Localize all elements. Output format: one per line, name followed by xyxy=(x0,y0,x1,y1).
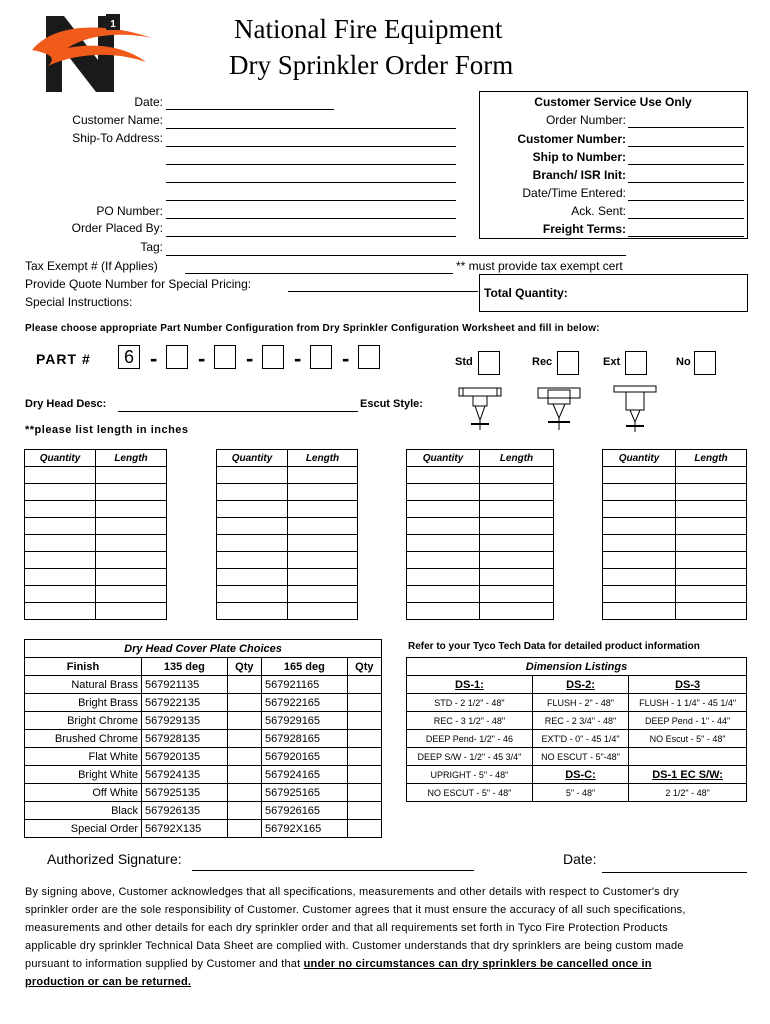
part-label: PART # xyxy=(36,351,91,367)
form-title-line2: Dry Sprinkler Order Form xyxy=(229,50,514,80)
cover-plate-row xyxy=(25,784,382,802)
cover-plate-row xyxy=(25,802,382,820)
disclaimer-bold-1: under no circumstances can dry sprinklers be cancelled once in xyxy=(303,958,652,970)
ship-to-line-2[interactable] xyxy=(166,164,456,165)
length-cell[interactable] xyxy=(288,603,358,620)
length-header: Length xyxy=(676,450,747,467)
length-header: Length xyxy=(96,450,167,467)
qty-135-cell[interactable] xyxy=(227,730,261,748)
std-label: Std xyxy=(455,356,473,368)
qty-135-cell[interactable] xyxy=(227,712,261,730)
cover-plate-table xyxy=(24,639,382,838)
length-note: **please list length in inches xyxy=(25,424,189,436)
disclaimer-line-2: sprinkler order are the sole responsibility of Customer. Customer agrees that it must ensure the accuracy of all such specifications, xyxy=(25,904,686,916)
part-box-4[interactable] xyxy=(310,345,332,369)
qty-cell[interactable] xyxy=(217,535,288,552)
ext-label: Ext xyxy=(603,356,621,368)
qty-header: Quantity xyxy=(25,450,96,467)
ship-to-number-label: Ship to Number: xyxy=(532,150,626,164)
dim-cell: DEEP Pend - 1" - 44" xyxy=(629,712,747,730)
qty-cell[interactable] xyxy=(603,518,676,535)
length-cell[interactable] xyxy=(96,467,167,484)
signature-line[interactable] xyxy=(192,870,474,871)
qty-cell[interactable] xyxy=(603,569,676,586)
qty-table-1 xyxy=(24,449,167,620)
length-cell[interactable] xyxy=(96,569,167,586)
length-cell[interactable] xyxy=(96,484,167,501)
date-time-label: Date/Time Entered: xyxy=(522,186,626,200)
part-box-2[interactable] xyxy=(214,345,236,369)
length-cell[interactable] xyxy=(676,586,747,603)
qty-cell[interactable] xyxy=(25,552,96,569)
length-cell[interactable] xyxy=(288,552,358,569)
qty-cell[interactable] xyxy=(25,467,96,484)
part-dash-2: - xyxy=(198,346,206,371)
customer-number-line[interactable] xyxy=(628,146,744,147)
qty-165-cell[interactable] xyxy=(347,694,381,712)
customer-name-label: Customer Name: xyxy=(72,113,163,127)
length-cell[interactable] xyxy=(288,484,358,501)
customer-service-title: Customer Service Use Only xyxy=(534,95,692,109)
cover-plate-row xyxy=(25,748,382,766)
part-165-cell: 567924165 xyxy=(261,766,347,784)
qty-165-cell[interactable] xyxy=(347,784,381,802)
cover-plate-row xyxy=(25,712,382,730)
finish-cell: Bright Brass xyxy=(25,694,142,712)
po-number-label: PO Number: xyxy=(96,204,163,218)
ext-sprinkler-icon xyxy=(610,384,660,434)
qty-165-cell[interactable] xyxy=(347,766,381,784)
part-dash-4: - xyxy=(294,346,302,371)
qty-cell[interactable] xyxy=(603,535,676,552)
order-placed-by-label: Order Placed By: xyxy=(71,221,163,235)
length-cell[interactable] xyxy=(480,467,554,484)
dim-cell: REC - 3 1/2" - 48" xyxy=(407,712,533,730)
qty-cell[interactable] xyxy=(25,484,96,501)
length-cell[interactable] xyxy=(96,535,167,552)
dim-cell: NO ESCUT - 5"-48" xyxy=(532,748,628,766)
qty-cell[interactable] xyxy=(217,484,288,501)
length-cell[interactable] xyxy=(676,501,747,518)
length-header: Length xyxy=(480,450,554,467)
part-135-cell: 567928135 xyxy=(142,730,228,748)
part-135-cell: 567920135 xyxy=(142,748,228,766)
qty-cell[interactable] xyxy=(407,552,480,569)
ds2-header: DS-2: xyxy=(532,676,628,694)
part-135-cell: 567926135 xyxy=(142,802,228,820)
rec-label: Rec xyxy=(532,356,553,368)
form-title-line1: National Fire Equipment xyxy=(234,14,503,44)
date-time-line[interactable] xyxy=(628,200,744,201)
length-cell[interactable] xyxy=(480,552,554,569)
qty-165-cell[interactable] xyxy=(347,712,381,730)
ds1-header: DS-1: xyxy=(407,676,533,694)
length-cell[interactable] xyxy=(480,586,554,603)
part-135-cell: 567922135 xyxy=(142,694,228,712)
qty-cell[interactable] xyxy=(407,467,480,484)
ship-to-line-3[interactable] xyxy=(166,182,456,183)
tag-label: Tag: xyxy=(140,240,163,254)
escut-style-label: Escut Style: xyxy=(360,398,423,410)
dimension-table xyxy=(406,657,747,802)
dimension-row xyxy=(407,694,747,712)
ds3-header: DS-3 xyxy=(629,676,747,694)
part-165-cell: 567929165 xyxy=(261,712,347,730)
part-165-cell: 567921165 xyxy=(261,676,347,694)
qty-table-3 xyxy=(406,449,554,620)
dim-cell: EXT'D - 0" - 45 1/4" xyxy=(532,730,628,748)
dim-cell: UPRIGHT - 5" - 48" xyxy=(407,766,533,784)
qty-165-header: Qty xyxy=(347,658,381,676)
dimension-row xyxy=(407,730,747,748)
finish-cell: Brushed Chrome xyxy=(25,730,142,748)
disclaimer-line-5-text: pursuant to information supplied by Customer and that xyxy=(25,958,304,970)
order-number-line[interactable] xyxy=(628,127,744,128)
customer-number-label: Customer Number: xyxy=(517,132,626,146)
ack-sent-line[interactable] xyxy=(628,218,744,219)
finish-cell: Natural Brass xyxy=(25,676,142,694)
qty-cell[interactable] xyxy=(603,484,676,501)
finish-cell: Black xyxy=(25,802,142,820)
qty-135-cell[interactable] xyxy=(227,820,261,838)
length-cell[interactable] xyxy=(480,501,554,518)
length-cell[interactable] xyxy=(480,569,554,586)
part-165-cell: 567928165 xyxy=(261,730,347,748)
qty-135-cell[interactable] xyxy=(227,802,261,820)
length-cell[interactable] xyxy=(288,501,358,518)
qty-165-cell[interactable] xyxy=(347,748,381,766)
length-cell[interactable] xyxy=(676,535,747,552)
part-165-cell: 567920165 xyxy=(261,748,347,766)
finish-cell: Bright White xyxy=(25,766,142,784)
signature-date-label: Date: xyxy=(563,851,597,867)
branch-init-label: Branch/ ISR Init: xyxy=(532,168,626,182)
length-cell[interactable] xyxy=(288,467,358,484)
length-cell[interactable] xyxy=(676,484,747,501)
qty-cell[interactable] xyxy=(603,552,676,569)
finish-cell: Bright Chrome xyxy=(25,712,142,730)
part-135-cell: 567921135 xyxy=(142,676,228,694)
qty-cell[interactable] xyxy=(603,501,676,518)
date-line[interactable] xyxy=(166,109,334,110)
std-sprinkler-icon xyxy=(455,384,505,434)
freight-terms-label: Freight Terms: xyxy=(542,222,626,236)
part-165-cell: 56792X165 xyxy=(261,820,347,838)
finish-cell: Flat White xyxy=(25,748,142,766)
finish-header: Finish xyxy=(25,658,142,676)
length-cell[interactable] xyxy=(676,552,747,569)
ship-to-label: Ship-To Address: xyxy=(72,131,163,145)
dimension-row xyxy=(407,748,747,766)
length-cell[interactable] xyxy=(288,586,358,603)
part-135-cell: 56792X135 xyxy=(142,820,228,838)
dim-cell: FLUSH - 1 1/4" - 45 1/4" xyxy=(629,694,747,712)
dim-cell: REC - 2 3/4" - 48" xyxy=(532,712,628,730)
date-label: Date: xyxy=(134,95,163,109)
qty-135-cell[interactable] xyxy=(227,784,261,802)
dry-head-desc-line[interactable] xyxy=(118,411,358,412)
length-header: Length xyxy=(288,450,358,467)
qty-table-2 xyxy=(216,449,358,620)
qty-cell[interactable] xyxy=(407,484,480,501)
length-cell[interactable] xyxy=(480,518,554,535)
length-cell[interactable] xyxy=(96,586,167,603)
dimension-title: Dimension Listings xyxy=(407,658,747,676)
qty-cell[interactable] xyxy=(25,603,96,620)
total-quantity-label: Total Quantity: xyxy=(484,286,568,300)
ship-to-number-line[interactable] xyxy=(628,164,744,165)
qty-cell[interactable] xyxy=(407,569,480,586)
length-cell[interactable] xyxy=(676,569,747,586)
length-cell[interactable] xyxy=(288,518,358,535)
length-cell[interactable] xyxy=(480,535,554,552)
quote-number-label: Provide Quote Number for Special Pricing: xyxy=(25,277,252,291)
disclaimer-text xyxy=(25,883,747,991)
cover-plate-row xyxy=(25,730,382,748)
qty-cell[interactable] xyxy=(217,552,288,569)
dim-cell: 5" - 48" xyxy=(532,784,628,802)
instruction-text: Please choose appropriate Part Number Configuration from Dry Sprinkler Configuration Worksheet and fill in below: xyxy=(25,323,600,334)
ship-to-line-4[interactable] xyxy=(166,200,456,201)
qty-cell[interactable] xyxy=(217,518,288,535)
qty-header: Quantity xyxy=(603,450,676,467)
qty-cell[interactable] xyxy=(25,501,96,518)
signature-date-line[interactable] xyxy=(602,872,747,873)
qty-cell[interactable] xyxy=(25,586,96,603)
qty-165-cell[interactable] xyxy=(347,802,381,820)
qty-165-cell[interactable] xyxy=(347,820,381,838)
part-box-1[interactable] xyxy=(166,345,188,369)
qty-cell[interactable] xyxy=(603,586,676,603)
qty-135-cell[interactable] xyxy=(227,676,261,694)
qty-135-cell[interactable] xyxy=(227,694,261,712)
part-135-cell: 567924135 xyxy=(142,766,228,784)
qty-cell[interactable] xyxy=(407,518,480,535)
rec-checkbox[interactable] xyxy=(557,351,579,375)
dim-cell xyxy=(629,748,747,766)
company-logo xyxy=(28,8,158,98)
rec-sprinkler-icon xyxy=(534,384,584,434)
no-label: No xyxy=(676,356,691,368)
svg-text:1: 1 xyxy=(110,19,116,30)
qty-cell[interactable] xyxy=(407,501,480,518)
length-cell[interactable] xyxy=(288,569,358,586)
quote-number-line[interactable] xyxy=(288,291,478,292)
qty-header: Quantity xyxy=(217,450,288,467)
cover-plate-title: Dry Head Cover Plate Choices xyxy=(25,640,382,658)
qty-cell[interactable] xyxy=(407,535,480,552)
qty-header: Quantity xyxy=(407,450,480,467)
qty-cell[interactable] xyxy=(217,501,288,518)
dim-cell: DEEP Pend- 1/2" - 46 xyxy=(407,730,533,748)
qty-cell[interactable] xyxy=(407,603,480,620)
dry-head-desc-label: Dry Head Desc: xyxy=(25,398,107,410)
cover-plate-row xyxy=(25,694,382,712)
freight-terms-line[interactable] xyxy=(628,236,744,237)
ship-to-line-1[interactable] xyxy=(166,146,456,147)
disclaimer-line-1: By signing above, Customer acknowledges that all specifications, measurements and other details with respect to Customer's dry xyxy=(25,886,679,898)
qty-165-cell[interactable] xyxy=(347,676,381,694)
dim-cell: 2 1/2" - 48" xyxy=(629,784,747,802)
length-cell[interactable] xyxy=(96,501,167,518)
signature-label: Authorized Signature: xyxy=(47,851,182,867)
dimension-row xyxy=(407,712,747,730)
part-135-cell: 567925135 xyxy=(142,784,228,802)
ext-checkbox[interactable] xyxy=(625,351,647,375)
order-number-label: Order Number: xyxy=(545,113,626,127)
qty-cell[interactable] xyxy=(25,518,96,535)
part-dash-5: - xyxy=(342,346,350,371)
length-cell[interactable] xyxy=(288,535,358,552)
part-165-cell: 567925165 xyxy=(261,784,347,802)
dim-cell: NO Escut - 5" - 48" xyxy=(629,730,747,748)
qty-cell[interactable] xyxy=(25,535,96,552)
qty-cell[interactable] xyxy=(217,603,288,620)
tax-note: ** must provide tax exempt cert xyxy=(456,259,623,273)
qty-135-header: Qty xyxy=(227,658,261,676)
dim-cell: NO ESCUT - 5" - 48" xyxy=(407,784,533,802)
std-checkbox[interactable] xyxy=(478,351,500,375)
disclaimer-line-4: applicable dry sprinkler Technical Data Sheet are complied with. Customer understands that dry sprinklers are being custom made xyxy=(25,940,684,952)
disclaimer-line-5 xyxy=(25,955,747,973)
length-cell[interactable] xyxy=(676,603,747,620)
length-cell[interactable] xyxy=(676,518,747,535)
ack-sent-label: Ack. Sent: xyxy=(571,204,626,218)
length-cell[interactable] xyxy=(96,552,167,569)
qty-cell[interactable] xyxy=(603,603,676,620)
order-placed-by-line[interactable] xyxy=(166,236,456,237)
special-instructions-label: Special Instructions: xyxy=(25,295,133,309)
dim-cell: STD - 2 1/2" - 48" xyxy=(407,694,533,712)
qty-135-cell[interactable] xyxy=(227,748,261,766)
part-digit-box[interactable]: 6 xyxy=(118,345,140,369)
tax-exempt-line[interactable] xyxy=(185,273,453,274)
qty-table-4 xyxy=(602,449,747,620)
qty-cell[interactable] xyxy=(217,586,288,603)
165-header: 165 deg xyxy=(261,658,347,676)
cover-plate-row xyxy=(25,676,382,694)
qty-cell[interactable] xyxy=(603,467,676,484)
part-165-cell: 567922165 xyxy=(261,694,347,712)
refer-note: Refer to your Tyco Tech Data for detailed product information xyxy=(408,641,700,652)
qty-cell[interactable] xyxy=(407,586,480,603)
part-box-5[interactable] xyxy=(358,345,380,369)
po-number-line[interactable] xyxy=(166,218,456,219)
length-cell[interactable] xyxy=(96,518,167,535)
dsc-header: DS-C: xyxy=(532,766,628,784)
tax-exempt-label: Tax Exempt # (If Applies) xyxy=(25,259,158,273)
135-header: 135 deg xyxy=(142,658,228,676)
no-checkbox[interactable] xyxy=(694,351,716,375)
disclaimer-bold-2: production or can be returned. xyxy=(25,976,192,988)
length-cell[interactable] xyxy=(676,467,747,484)
length-cell[interactable] xyxy=(480,484,554,501)
part-box-3[interactable] xyxy=(262,345,284,369)
qty-cell[interactable] xyxy=(25,569,96,586)
customer-name-line[interactable] xyxy=(166,128,456,129)
cover-plate-row xyxy=(25,820,382,838)
length-cell[interactable] xyxy=(480,603,554,620)
ds1ec-header: DS-1 EC S/W: xyxy=(629,766,747,784)
qty-cell[interactable] xyxy=(217,467,288,484)
part-dash-1: - xyxy=(150,346,158,371)
disclaimer-line-3: measurements and other details for each dry sprinkler order and that all requirements set forth in Tyco Fire Protection Products xyxy=(25,922,668,934)
part-dash-3: - xyxy=(246,346,254,371)
qty-cell[interactable] xyxy=(217,569,288,586)
part-165-cell: 567926165 xyxy=(261,802,347,820)
dim-cell: FLUSH - 2" - 48" xyxy=(532,694,628,712)
finish-cell: Off White xyxy=(25,784,142,802)
qty-165-cell[interactable] xyxy=(347,730,381,748)
qty-135-cell[interactable] xyxy=(227,766,261,784)
length-cell[interactable] xyxy=(96,603,167,620)
part-135-cell: 567929135 xyxy=(142,712,228,730)
tag-line[interactable] xyxy=(166,255,626,256)
cover-plate-row xyxy=(25,766,382,784)
branch-init-line[interactable] xyxy=(628,182,744,183)
dim-cell: DEEP S/W - 1/2" - 45 3/4" xyxy=(407,748,533,766)
finish-cell: Special Order xyxy=(25,820,142,838)
